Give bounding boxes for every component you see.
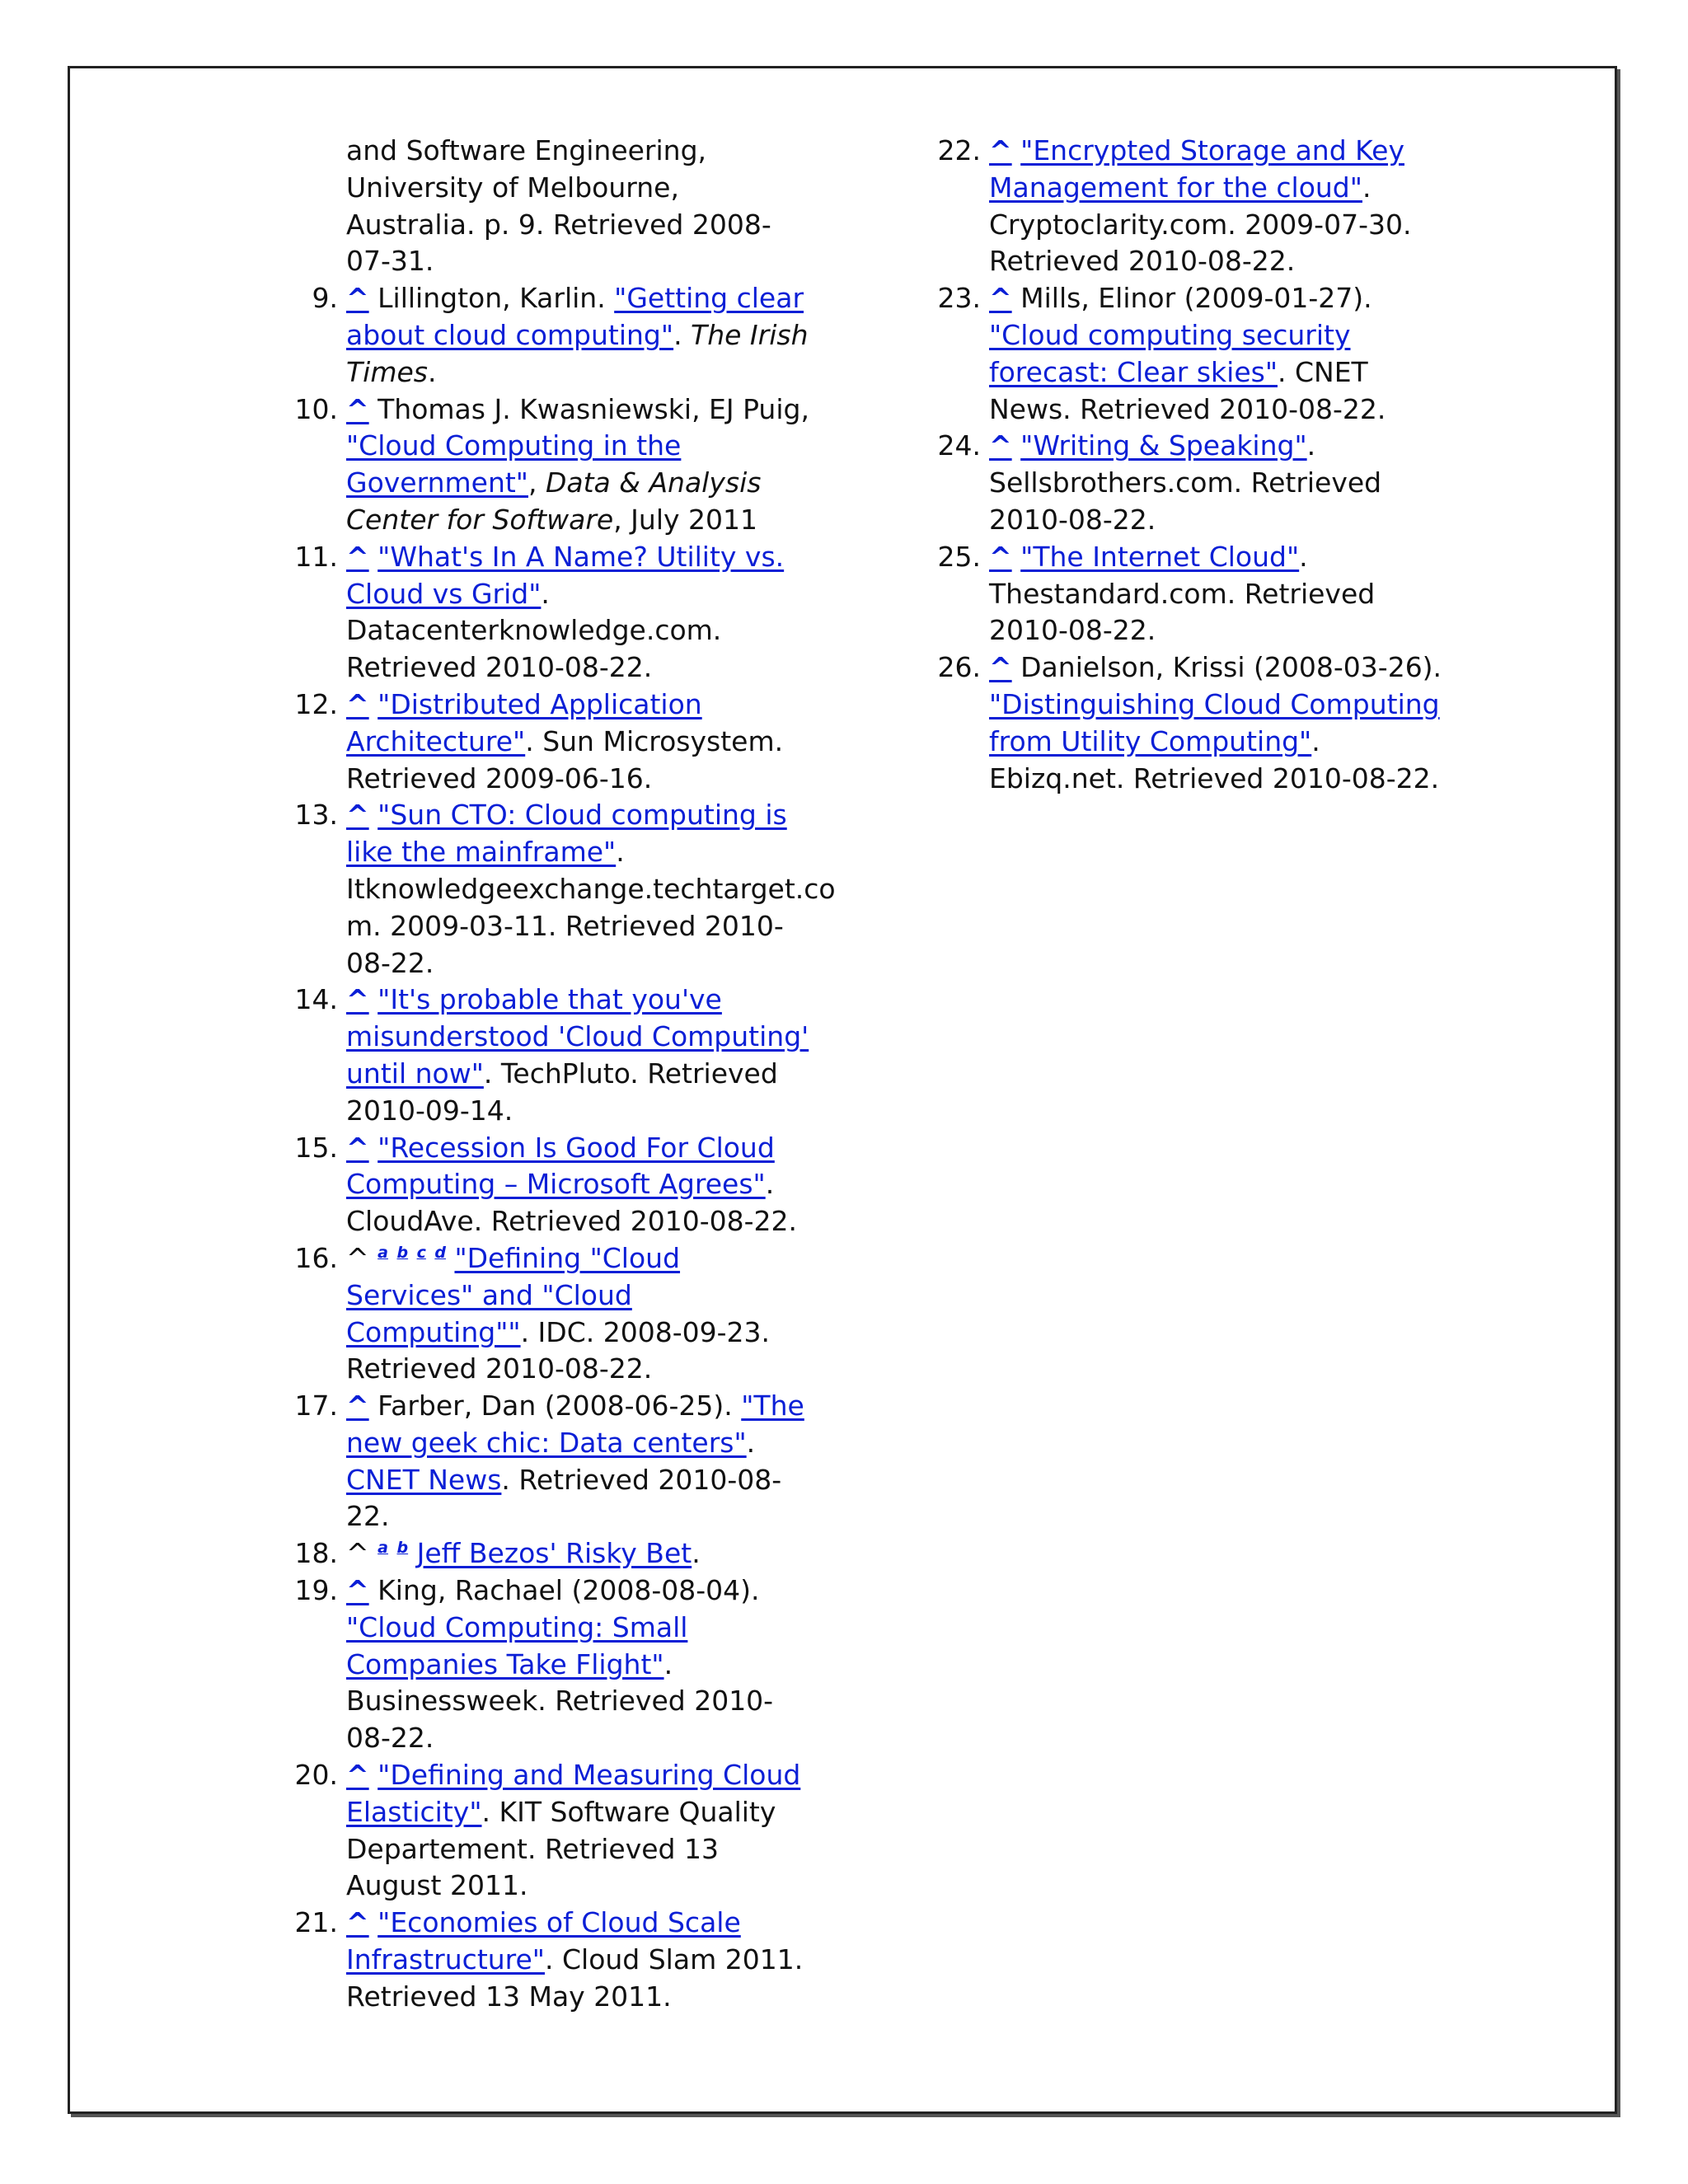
reference-text: . Sellsbrothers.com. Retrieved 2010-08-22.: [989, 429, 1382, 536]
reference-text: . Ebizq.net. Retrieved 2010-08-22.: [989, 724, 1440, 794]
backlink-caret[interactable]: ^: [989, 429, 1012, 462]
reference-text: . TechPluto. Retrieved 2010-09-14.: [346, 1057, 778, 1127]
references-column-right: [921, 133, 1452, 797]
reference-number: 19.: [294, 1574, 338, 1607]
reference-number: 21.: [294, 1906, 338, 1939]
reference-item: [279, 1240, 809, 1388]
backlink-caret[interactable]: ^: [346, 1574, 369, 1607]
reference-number: 22.: [937, 134, 981, 166]
reference-number: 11.: [294, 540, 338, 573]
backlink-caret[interactable]: ^: [346, 1906, 369, 1939]
reference-text: . Businessweek. Retrieved 2010-08-22.: [346, 1647, 774, 1755]
reference-item: [921, 133, 1452, 280]
reference-item: [921, 649, 1452, 797]
reference-item: [279, 280, 809, 391]
backlink-caret[interactable]: ^: [989, 540, 1012, 573]
reference-text: . Sun Microsystem. Retrieved 2009-06-16.: [346, 724, 784, 794]
reference-text: [1012, 134, 1021, 166]
reference-number: 23.: [937, 282, 981, 315]
reference-link[interactable]: Jeff Bezos' Risky Bet: [416, 1537, 692, 1570]
reference-text: , July 2011: [613, 503, 757, 536]
reference-number: 25.: [937, 540, 981, 573]
reference-text: . Cryptoclarity.com. 2009-07-30. Retrieved 2010-08-22.: [989, 171, 1412, 278]
reference-text: [369, 1242, 378, 1274]
backlink-caret[interactable]: ^: [346, 1131, 369, 1164]
backlink-caret[interactable]: ^: [346, 983, 369, 1016]
reference-number: 20.: [294, 1759, 338, 1792]
reference-text: . IDC. 2008-09-23. Retrieved 2010-08-22.: [346, 1315, 770, 1385]
reference-link[interactable]: "Distinguishing Cloud Computing from Utility Computing": [989, 687, 1440, 757]
reference-item: [921, 280, 1452, 428]
reference-text: [369, 1906, 378, 1938]
reference-text: [369, 983, 378, 1015]
reference-link[interactable]: "It's probable that you've misunderstood 'Cloud Computing' until now": [346, 983, 809, 1090]
reference-text: [388, 1537, 397, 1569]
backlink-caret[interactable]: ^: [989, 134, 1012, 166]
reference-text: [1012, 541, 1021, 573]
backlink-caret[interactable]: ^: [989, 282, 1012, 315]
reference-link[interactable]: "Sun CTO: Cloud computing is like the mainframe": [346, 799, 787, 869]
reference-link[interactable]: "Cloud computing security forecast: Clear skies": [989, 318, 1351, 388]
reference-number: 16.: [294, 1241, 338, 1274]
reference-link[interactable]: "The new geek chic: Data centers": [346, 1390, 804, 1459]
reference-text: [369, 1759, 378, 1791]
reference-number: 14.: [294, 983, 338, 1016]
backlink-caret[interactable]: ^: [346, 799, 369, 832]
reference-number: 10.: [294, 392, 338, 425]
reference-text: Mills, Elinor (2009-01-27).: [1011, 282, 1372, 315]
reference-text: Thomas J. Kwasniewski, EJ Puig,: [368, 392, 809, 425]
backlink-caret[interactable]: ^: [346, 392, 369, 425]
reference-text: . Thestandard.com. Retrieved 2010-08-22.: [989, 540, 1376, 647]
reference-text: [369, 688, 378, 720]
reference-text: [446, 1242, 455, 1274]
backlink-letter[interactable]: a: [377, 1243, 388, 1262]
reference-link[interactable]: "Recession Is Good For Cloud Computing – Microsoft Agrees": [346, 1131, 775, 1201]
reference-link[interactable]: "Economies of Cloud Scale Infrastructure": [346, 1906, 741, 1976]
reference-item: [279, 1388, 809, 1535]
reference-text: [408, 1242, 417, 1274]
reference-text: Farber, Dan (2008-06-25).: [368, 1390, 742, 1422]
backlink-caret[interactable]: ^: [346, 687, 369, 720]
reference-item: [279, 687, 809, 797]
reference-number: 12.: [294, 687, 338, 720]
reference-text: and Software Engineering, University of Melbourne, Australia. p. 9. Retrieved 2008-07-31.: [346, 134, 771, 278]
reference-text: . Cloud Slam 2011. Retrieved 13 May 2011.: [346, 1943, 804, 2013]
reference-link[interactable]: "Encrypted Storage and Key Management for the cloud": [989, 134, 1404, 204]
backlink-letter[interactable]: c: [416, 1243, 426, 1262]
reference-link[interactable]: "Cloud Computing: Small Companies Take Flight": [346, 1610, 688, 1680]
reference-link[interactable]: "Defining "Cloud Services" and "Cloud Computing"": [346, 1241, 681, 1348]
backlink-caret-plain: ^: [346, 1537, 369, 1570]
reference-text: [369, 1537, 378, 1569]
reference-item: [279, 1572, 809, 1757]
reference-text: Lillington, Karlin.: [368, 282, 615, 315]
backlink-caret[interactable]: ^: [989, 651, 1012, 684]
reference-text: ,: [528, 466, 546, 499]
reference-text: [369, 541, 378, 573]
reference-item: [279, 391, 809, 539]
reference-text: . Itknowledgeexchange.techtarget.co m. 2009-03-11. Retrieved 2010-08-22.: [346, 836, 836, 979]
backlink-letter[interactable]: d: [434, 1243, 446, 1262]
reference-text: . Retrieved 2010-08-22.: [346, 1463, 782, 1533]
publication-title: The Irish Times: [346, 318, 809, 388]
reference-link[interactable]: "Writing & Speaking": [1020, 429, 1307, 462]
backlink-letter[interactable]: a: [377, 1539, 388, 1558]
backlink-caret[interactable]: ^: [346, 282, 369, 315]
reference-text: . CNET News. Retrieved 2010-08-22.: [989, 355, 1386, 425]
backlink-letter[interactable]: b: [396, 1539, 409, 1558]
reference-text: . KIT Software Quality Departement. Retrieved 13 August 2011.: [346, 1795, 776, 1902]
reference-text: [1012, 429, 1021, 462]
reference-text: King, Rachael (2008-08-04).: [368, 1574, 760, 1607]
reference-link[interactable]: "Distributed Application Architecture": [346, 687, 702, 757]
reference-text: .: [673, 318, 692, 351]
reference-text: [369, 799, 378, 831]
reference-number: 17.: [294, 1390, 338, 1422]
reference-text: .: [692, 1537, 701, 1570]
reference-item: [921, 428, 1452, 538]
references-column-left: [279, 133, 836, 2016]
reference-item: [279, 1757, 809, 1905]
reference-item-continued: [279, 133, 809, 280]
reference-item: [279, 539, 809, 687]
backlink-letter[interactable]: b: [396, 1243, 409, 1262]
reference-text: . Datacenterknowledge.com. Retrieved 2010-08-22.: [346, 577, 722, 684]
reference-text: [369, 1132, 378, 1164]
reference-item: [279, 1130, 809, 1240]
reference-item: [279, 1905, 809, 2015]
reference-link[interactable]: "Getting clear about cloud computing": [346, 282, 804, 351]
publication-title: Data & Analysis Center for Software: [346, 466, 762, 536]
reference-number: 26.: [937, 651, 981, 684]
reference-text: . CloudAve. Retrieved 2010-08-22.: [346, 1168, 797, 1238]
reference-number: 15.: [294, 1131, 338, 1164]
reference-text: .: [427, 355, 437, 388]
reference-item: [921, 539, 1452, 649]
reference-number: 9.: [312, 282, 338, 315]
reference-link[interactable]: "Cloud Computing in the Government": [346, 429, 682, 499]
backlink-caret[interactable]: ^: [346, 1390, 369, 1422]
reference-link[interactable]: "The Internet Cloud": [1020, 540, 1300, 573]
reference-text: [426, 1242, 435, 1274]
backlink-caret[interactable]: ^: [346, 1759, 369, 1792]
reference-link[interactable]: CNET News: [346, 1463, 502, 1496]
reference-text: .: [746, 1426, 756, 1459]
backlink-caret[interactable]: ^: [346, 540, 369, 573]
reference-text: Danielson, Krissi (2008-03-26).: [1011, 651, 1442, 684]
reference-number: 18.: [294, 1537, 338, 1570]
reference-link[interactable]: "What's In A Name? Utility vs. Cloud vs Grid": [346, 540, 785, 610]
reference-item: [279, 1535, 809, 1572]
reference-number: 13.: [294, 799, 338, 832]
reference-item: [279, 982, 809, 1129]
reference-number: 24.: [937, 429, 981, 462]
reference-link[interactable]: "Defining and Measuring Cloud Elasticity": [346, 1759, 801, 1828]
reference-item: [279, 797, 836, 982]
backlink-caret-plain: ^: [346, 1241, 369, 1274]
reference-text: [408, 1537, 417, 1569]
reference-text: [388, 1242, 397, 1274]
